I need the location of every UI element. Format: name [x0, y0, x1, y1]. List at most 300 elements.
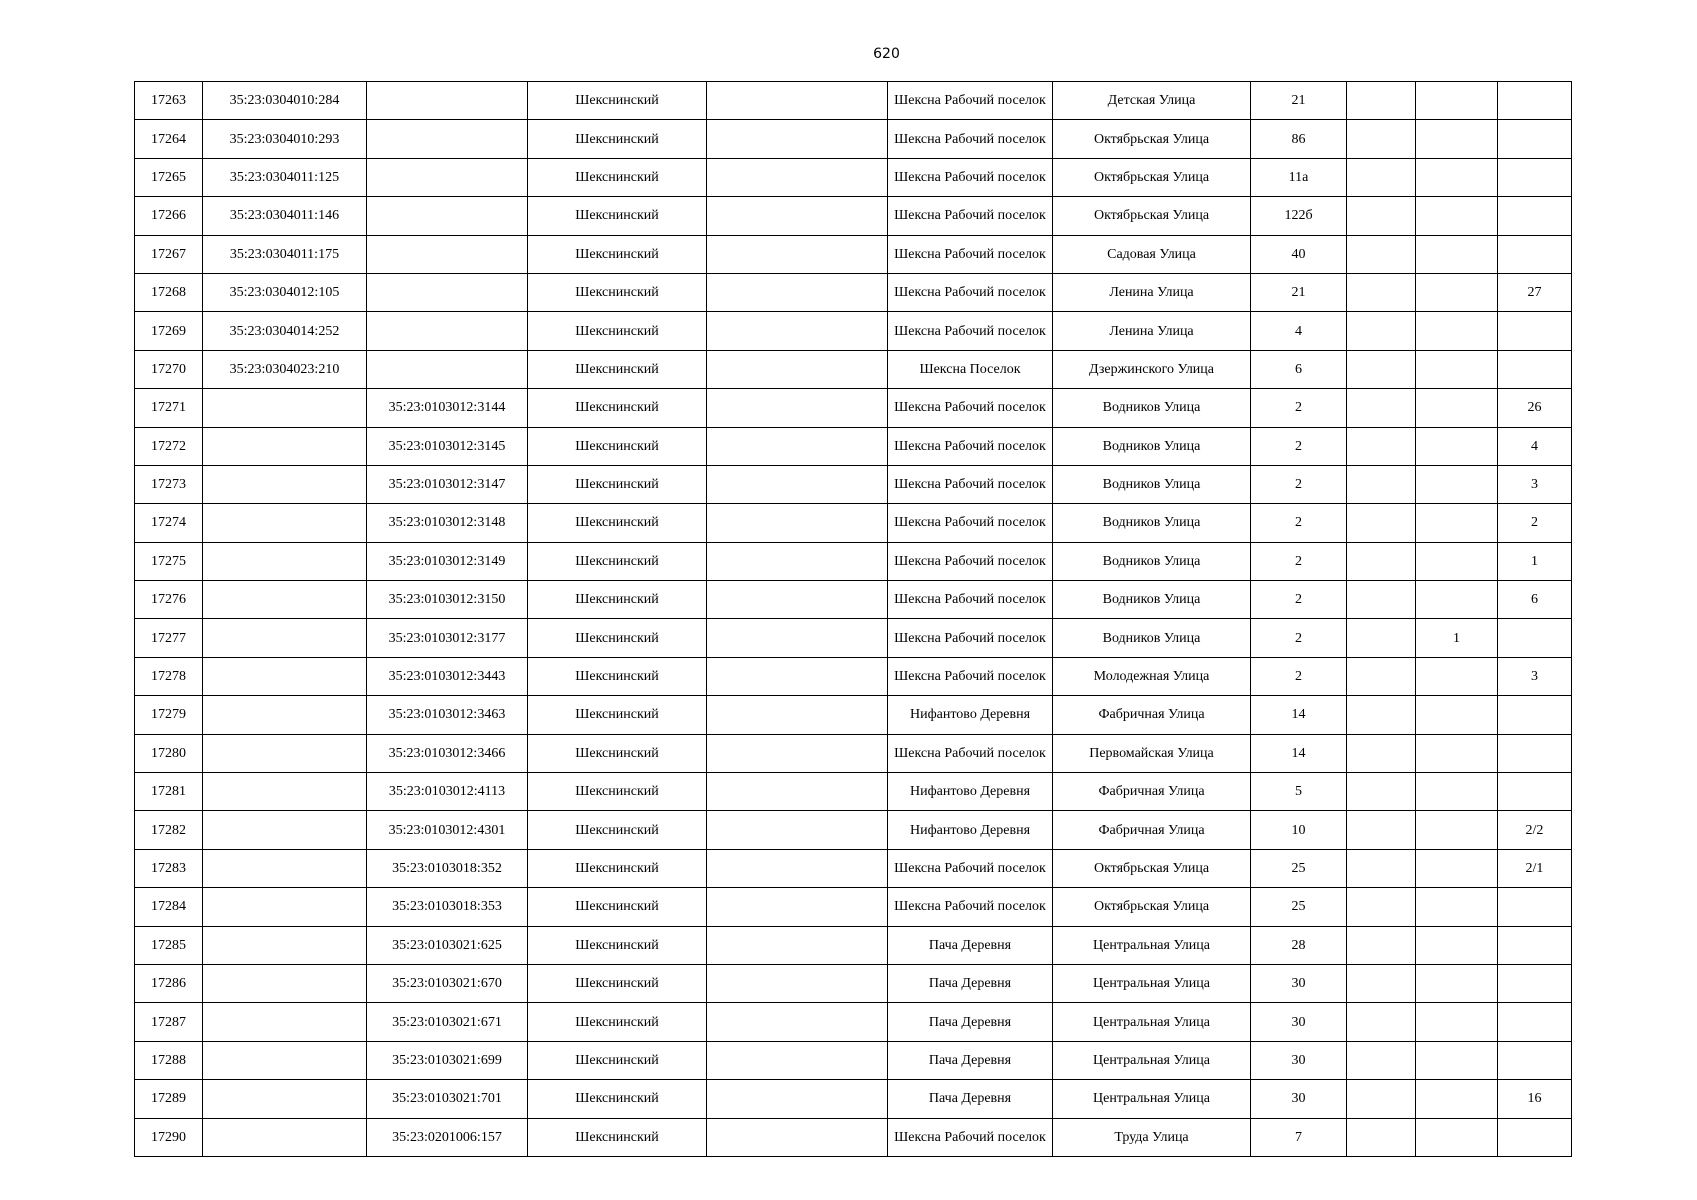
street-cell: Фабричная Улица: [1053, 773, 1251, 811]
street-cell: Водников Улица: [1053, 389, 1251, 427]
district-cell: Шекснинский: [528, 581, 707, 619]
street-cell: Дзержинского Улица: [1053, 350, 1251, 388]
cadastral-number-cell: 35:23:0304010:284: [203, 82, 367, 120]
building-cell: [1347, 581, 1416, 619]
empty-cell: [707, 1041, 888, 1079]
block-cell: [1416, 158, 1498, 196]
apartment-cell: 3: [1498, 465, 1572, 503]
house-number-cell: 30: [1251, 1003, 1347, 1041]
table-body: [135, 82, 1572, 1157]
table-row: [135, 504, 1572, 542]
cadastral-number-secondary-cell: [367, 82, 528, 120]
block-cell: [1416, 1080, 1498, 1118]
cadastral-number-secondary-cell: [367, 197, 528, 235]
house-number-cell: 30: [1251, 1080, 1347, 1118]
house-number-cell: 4: [1251, 312, 1347, 350]
settlement-cell: Шексна Рабочий поселок: [888, 120, 1053, 158]
apartment-cell: [1498, 158, 1572, 196]
street-cell: Фабричная Улица: [1053, 696, 1251, 734]
district-cell: Шекснинский: [528, 542, 707, 580]
district-cell: Шекснинский: [528, 350, 707, 388]
block-cell: [1416, 811, 1498, 849]
cadastral-number-cell: [203, 1003, 367, 1041]
empty-cell: [707, 1003, 888, 1041]
street-cell: Водников Улица: [1053, 619, 1251, 657]
apartment-cell: 3: [1498, 657, 1572, 695]
cadastral-number-cell: [203, 696, 367, 734]
block-cell: [1416, 82, 1498, 120]
block-cell: [1416, 696, 1498, 734]
cadastral-number-secondary-cell: 35:23:0103018:352: [367, 849, 528, 887]
table-row: [135, 581, 1572, 619]
street-cell: Фабричная Улица: [1053, 811, 1251, 849]
building-cell: [1347, 273, 1416, 311]
district-cell: Шекснинский: [528, 734, 707, 772]
street-cell: Водников Улица: [1053, 504, 1251, 542]
building-cell: [1347, 1003, 1416, 1041]
settlement-cell: Шексна Рабочий поселок: [888, 389, 1053, 427]
district-cell: Шекснинский: [528, 158, 707, 196]
house-number-cell: 2: [1251, 465, 1347, 503]
cadastral-number-secondary-cell: 35:23:0103012:3150: [367, 581, 528, 619]
record-number-cell: 17287: [135, 1003, 203, 1041]
block-cell: [1416, 1041, 1498, 1079]
table-row: [135, 197, 1572, 235]
settlement-cell: Шексна Рабочий поселок: [888, 619, 1053, 657]
record-number-cell: 17284: [135, 888, 203, 926]
table-row: [135, 657, 1572, 695]
settlement-cell: Пача Деревня: [888, 926, 1053, 964]
apartment-cell: 27: [1498, 273, 1572, 311]
block-cell: [1416, 427, 1498, 465]
cadastral-number-secondary-cell: 35:23:0201006:157: [367, 1118, 528, 1156]
house-number-cell: 5: [1251, 773, 1347, 811]
table-row: [135, 235, 1572, 273]
district-cell: Шекснинский: [528, 619, 707, 657]
registry-table: [134, 81, 1572, 1157]
street-cell: Центральная Улица: [1053, 1080, 1251, 1118]
block-cell: [1416, 888, 1498, 926]
empty-cell: [707, 1080, 888, 1118]
table-row: [135, 811, 1572, 849]
building-cell: [1347, 350, 1416, 388]
house-number-cell: 11а: [1251, 158, 1347, 196]
district-cell: Шекснинский: [528, 696, 707, 734]
settlement-cell: Шексна Поселок: [888, 350, 1053, 388]
district-cell: Шекснинский: [528, 1041, 707, 1079]
house-number-cell: 2: [1251, 504, 1347, 542]
house-number-cell: 2: [1251, 427, 1347, 465]
empty-cell: [707, 773, 888, 811]
table-row: [135, 1003, 1572, 1041]
street-cell: Садовая Улица: [1053, 235, 1251, 273]
house-number-cell: 21: [1251, 82, 1347, 120]
district-cell: Шекснинский: [528, 1118, 707, 1156]
table-row: [135, 1080, 1572, 1118]
block-cell: [1416, 542, 1498, 580]
building-cell: [1347, 696, 1416, 734]
cadastral-number-secondary-cell: [367, 312, 528, 350]
record-number-cell: 17282: [135, 811, 203, 849]
cadastral-number-secondary-cell: 35:23:0103012:4113: [367, 773, 528, 811]
settlement-cell: Шексна Рабочий поселок: [888, 465, 1053, 503]
block-cell: [1416, 581, 1498, 619]
cadastral-number-cell: 35:23:0304010:293: [203, 120, 367, 158]
table-row: [135, 926, 1572, 964]
cadastral-number-secondary-cell: 35:23:0103021:670: [367, 964, 528, 1002]
street-cell: Детская Улица: [1053, 82, 1251, 120]
cadastral-number-cell: 35:23:0304011:125: [203, 158, 367, 196]
building-cell: [1347, 1080, 1416, 1118]
table-row: [135, 696, 1572, 734]
cadastral-number-cell: 35:23:0304023:210: [203, 350, 367, 388]
street-cell: Водников Улица: [1053, 465, 1251, 503]
record-number-cell: 17283: [135, 849, 203, 887]
house-number-cell: 40: [1251, 235, 1347, 273]
empty-cell: [707, 235, 888, 273]
table-row: [135, 964, 1572, 1002]
block-cell: [1416, 964, 1498, 1002]
block-cell: 1: [1416, 619, 1498, 657]
house-number-cell: 14: [1251, 734, 1347, 772]
settlement-cell: Шексна Рабочий поселок: [888, 312, 1053, 350]
building-cell: [1347, 734, 1416, 772]
record-number-cell: 17277: [135, 619, 203, 657]
table-row: [135, 849, 1572, 887]
empty-cell: [707, 312, 888, 350]
table-row: [135, 619, 1572, 657]
cadastral-number-cell: [203, 849, 367, 887]
empty-cell: [707, 504, 888, 542]
empty-cell: [707, 427, 888, 465]
building-cell: [1347, 235, 1416, 273]
table-row: [135, 465, 1572, 503]
settlement-cell: Шексна Рабочий поселок: [888, 235, 1053, 273]
block-cell: [1416, 235, 1498, 273]
table-row: [135, 888, 1572, 926]
cadastral-number-secondary-cell: 35:23:0103021:701: [367, 1080, 528, 1118]
settlement-cell: Шексна Рабочий поселок: [888, 657, 1053, 695]
cadastral-number-secondary-cell: 35:23:0103012:3148: [367, 504, 528, 542]
empty-cell: [707, 158, 888, 196]
street-cell: Водников Улица: [1053, 427, 1251, 465]
settlement-cell: Шексна Рабочий поселок: [888, 734, 1053, 772]
cadastral-number-cell: [203, 926, 367, 964]
table-row: [135, 312, 1572, 350]
settlement-cell: Нифантово Деревня: [888, 811, 1053, 849]
empty-cell: [707, 581, 888, 619]
empty-cell: [707, 542, 888, 580]
street-cell: Ленина Улица: [1053, 312, 1251, 350]
building-cell: [1347, 964, 1416, 1002]
cadastral-number-cell: [203, 1080, 367, 1118]
record-number-cell: 17286: [135, 964, 203, 1002]
record-number-cell: 17271: [135, 389, 203, 427]
house-number-cell: 25: [1251, 888, 1347, 926]
apartment-cell: [1498, 1003, 1572, 1041]
settlement-cell: Шексна Рабочий поселок: [888, 1118, 1053, 1156]
record-number-cell: 17275: [135, 542, 203, 580]
block-cell: [1416, 657, 1498, 695]
record-number-cell: 17288: [135, 1041, 203, 1079]
street-cell: Октябрьская Улица: [1053, 197, 1251, 235]
record-number-cell: 17273: [135, 465, 203, 503]
district-cell: Шекснинский: [528, 964, 707, 1002]
building-cell: [1347, 427, 1416, 465]
district-cell: Шекснинский: [528, 120, 707, 158]
apartment-cell: [1498, 235, 1572, 273]
cadastral-number-secondary-cell: 35:23:0103012:3466: [367, 734, 528, 772]
table-row: [135, 389, 1572, 427]
empty-cell: [707, 926, 888, 964]
settlement-cell: Пача Деревня: [888, 1041, 1053, 1079]
cadastral-number-cell: [203, 389, 367, 427]
district-cell: Шекснинский: [528, 773, 707, 811]
house-number-cell: 30: [1251, 1041, 1347, 1079]
block-cell: [1416, 389, 1498, 427]
house-number-cell: 2: [1251, 542, 1347, 580]
building-cell: [1347, 657, 1416, 695]
house-number-cell: 30: [1251, 964, 1347, 1002]
apartment-cell: 4: [1498, 427, 1572, 465]
block-cell: [1416, 465, 1498, 503]
building-cell: [1347, 504, 1416, 542]
table-row: [135, 773, 1572, 811]
cadastral-number-cell: [203, 811, 367, 849]
settlement-cell: Шексна Рабочий поселок: [888, 427, 1053, 465]
table-row: [135, 120, 1572, 158]
apartment-cell: [1498, 350, 1572, 388]
cadastral-number-cell: 35:23:0304011:146: [203, 197, 367, 235]
district-cell: Шекснинский: [528, 849, 707, 887]
house-number-cell: 122б: [1251, 197, 1347, 235]
street-cell: Труда Улица: [1053, 1118, 1251, 1156]
apartment-cell: [1498, 888, 1572, 926]
table-row: [135, 542, 1572, 580]
empty-cell: [707, 1118, 888, 1156]
settlement-cell: Шексна Рабочий поселок: [888, 888, 1053, 926]
building-cell: [1347, 1041, 1416, 1079]
settlement-cell: Пача Деревня: [888, 964, 1053, 1002]
cadastral-number-cell: [203, 1118, 367, 1156]
cadastral-number-secondary-cell: [367, 350, 528, 388]
record-number-cell: 17276: [135, 581, 203, 619]
street-cell: Молодежная Улица: [1053, 657, 1251, 695]
street-cell: Водников Улица: [1053, 542, 1251, 580]
empty-cell: [707, 734, 888, 772]
block-cell: [1416, 734, 1498, 772]
settlement-cell: Шексна Рабочий поселок: [888, 849, 1053, 887]
house-number-cell: 21: [1251, 273, 1347, 311]
block-cell: [1416, 120, 1498, 158]
building-cell: [1347, 120, 1416, 158]
cadastral-number-cell: 35:23:0304014:252: [203, 312, 367, 350]
settlement-cell: Шексна Рабочий поселок: [888, 581, 1053, 619]
house-number-cell: 2: [1251, 581, 1347, 619]
block-cell: [1416, 350, 1498, 388]
building-cell: [1347, 811, 1416, 849]
cadastral-number-secondary-cell: 35:23:0103012:3177: [367, 619, 528, 657]
settlement-cell: Шексна Рабочий поселок: [888, 273, 1053, 311]
cadastral-number-secondary-cell: 35:23:0103012:4301: [367, 811, 528, 849]
record-number-cell: 17263: [135, 82, 203, 120]
street-cell: Водников Улица: [1053, 581, 1251, 619]
cadastral-number-secondary-cell: 35:23:0103012:3144: [367, 389, 528, 427]
building-cell: [1347, 82, 1416, 120]
record-number-cell: 17285: [135, 926, 203, 964]
district-cell: Шекснинский: [528, 427, 707, 465]
record-number-cell: 17267: [135, 235, 203, 273]
block-cell: [1416, 312, 1498, 350]
apartment-cell: [1498, 1041, 1572, 1079]
building-cell: [1347, 389, 1416, 427]
settlement-cell: Шексна Рабочий поселок: [888, 197, 1053, 235]
house-number-cell: 2: [1251, 657, 1347, 695]
apartment-cell: 26: [1498, 389, 1572, 427]
table-row: [135, 273, 1572, 311]
empty-cell: [707, 465, 888, 503]
district-cell: Шекснинский: [528, 197, 707, 235]
apartment-cell: [1498, 964, 1572, 1002]
apartment-cell: 2: [1498, 504, 1572, 542]
block-cell: [1416, 504, 1498, 542]
empty-cell: [707, 811, 888, 849]
house-number-cell: 86: [1251, 120, 1347, 158]
district-cell: Шекснинский: [528, 657, 707, 695]
cadastral-number-secondary-cell: 35:23:0103012:3149: [367, 542, 528, 580]
apartment-cell: 6: [1498, 581, 1572, 619]
cadastral-number-cell: [203, 504, 367, 542]
record-number-cell: 17274: [135, 504, 203, 542]
record-number-cell: 17272: [135, 427, 203, 465]
page-number: 620: [873, 46, 900, 62]
settlement-cell: Шексна Рабочий поселок: [888, 504, 1053, 542]
cadastral-number-secondary-cell: 35:23:0103012:3443: [367, 657, 528, 695]
empty-cell: [707, 888, 888, 926]
table-row: [135, 350, 1572, 388]
cadastral-number-secondary-cell: 35:23:0103021:625: [367, 926, 528, 964]
apartment-cell: 1: [1498, 542, 1572, 580]
block-cell: [1416, 926, 1498, 964]
district-cell: Шекснинский: [528, 504, 707, 542]
building-cell: [1347, 197, 1416, 235]
building-cell: [1347, 773, 1416, 811]
empty-cell: [707, 120, 888, 158]
cadastral-number-cell: [203, 1041, 367, 1079]
settlement-cell: Нифантово Деревня: [888, 696, 1053, 734]
house-number-cell: 10: [1251, 811, 1347, 849]
settlement-cell: Шексна Рабочий поселок: [888, 82, 1053, 120]
cadastral-number-secondary-cell: [367, 273, 528, 311]
house-number-cell: 2: [1251, 389, 1347, 427]
apartment-cell: 2/1: [1498, 849, 1572, 887]
street-cell: Центральная Улица: [1053, 964, 1251, 1002]
cadastral-number-cell: [203, 465, 367, 503]
settlement-cell: Шексна Рабочий поселок: [888, 542, 1053, 580]
cadastral-number-secondary-cell: [367, 158, 528, 196]
street-cell: Октябрьская Улица: [1053, 888, 1251, 926]
building-cell: [1347, 888, 1416, 926]
building-cell: [1347, 465, 1416, 503]
table-row: [135, 427, 1572, 465]
block-cell: [1416, 197, 1498, 235]
cadastral-number-cell: [203, 542, 367, 580]
empty-cell: [707, 696, 888, 734]
settlement-cell: Пача Деревня: [888, 1003, 1053, 1041]
cadastral-number-cell: [203, 888, 367, 926]
street-cell: Октябрьская Улица: [1053, 120, 1251, 158]
district-cell: Шекснинский: [528, 926, 707, 964]
building-cell: [1347, 849, 1416, 887]
record-number-cell: 17269: [135, 312, 203, 350]
cadastral-number-cell: [203, 427, 367, 465]
street-cell: Центральная Улица: [1053, 1041, 1251, 1079]
building-cell: [1347, 312, 1416, 350]
apartment-cell: [1498, 773, 1572, 811]
block-cell: [1416, 1003, 1498, 1041]
table-row: [135, 158, 1572, 196]
block-cell: [1416, 849, 1498, 887]
street-cell: Центральная Улица: [1053, 926, 1251, 964]
record-number-cell: 17266: [135, 197, 203, 235]
empty-cell: [707, 197, 888, 235]
building-cell: [1347, 542, 1416, 580]
cadastral-number-cell: [203, 773, 367, 811]
apartment-cell: 16: [1498, 1080, 1572, 1118]
block-cell: [1416, 273, 1498, 311]
district-cell: Шекснинский: [528, 1080, 707, 1118]
empty-cell: [707, 849, 888, 887]
cadastral-number-secondary-cell: 35:23:0103012:3145: [367, 427, 528, 465]
table-row: [135, 734, 1572, 772]
apartment-cell: [1498, 82, 1572, 120]
cadastral-number-cell: [203, 734, 367, 772]
apartment-cell: [1498, 696, 1572, 734]
empty-cell: [707, 657, 888, 695]
cadastral-number-secondary-cell: 35:23:0103021:699: [367, 1041, 528, 1079]
building-cell: [1347, 1118, 1416, 1156]
district-cell: Шекснинский: [528, 465, 707, 503]
record-number-cell: 17265: [135, 158, 203, 196]
empty-cell: [707, 619, 888, 657]
house-number-cell: 6: [1251, 350, 1347, 388]
block-cell: [1416, 773, 1498, 811]
record-number-cell: 17278: [135, 657, 203, 695]
district-cell: Шекснинский: [528, 888, 707, 926]
empty-cell: [707, 350, 888, 388]
record-number-cell: 17289: [135, 1080, 203, 1118]
settlement-cell: Пача Деревня: [888, 1080, 1053, 1118]
cadastral-number-cell: 35:23:0304011:175: [203, 235, 367, 273]
house-number-cell: 14: [1251, 696, 1347, 734]
street-cell: Первомайская Улица: [1053, 734, 1251, 772]
cadastral-number-cell: [203, 964, 367, 1002]
house-number-cell: 7: [1251, 1118, 1347, 1156]
record-number-cell: 17270: [135, 350, 203, 388]
district-cell: Шекснинский: [528, 1003, 707, 1041]
apartment-cell: 2/2: [1498, 811, 1572, 849]
building-cell: [1347, 158, 1416, 196]
table-row: [135, 1041, 1572, 1079]
cadastral-number-secondary-cell: 35:23:0103021:671: [367, 1003, 528, 1041]
apartment-cell: [1498, 734, 1572, 772]
building-cell: [1347, 619, 1416, 657]
street-cell: Октябрьская Улица: [1053, 849, 1251, 887]
house-number-cell: 25: [1251, 849, 1347, 887]
record-number-cell: 17279: [135, 696, 203, 734]
cadastral-number-secondary-cell: 35:23:0103018:353: [367, 888, 528, 926]
record-number-cell: 17290: [135, 1118, 203, 1156]
